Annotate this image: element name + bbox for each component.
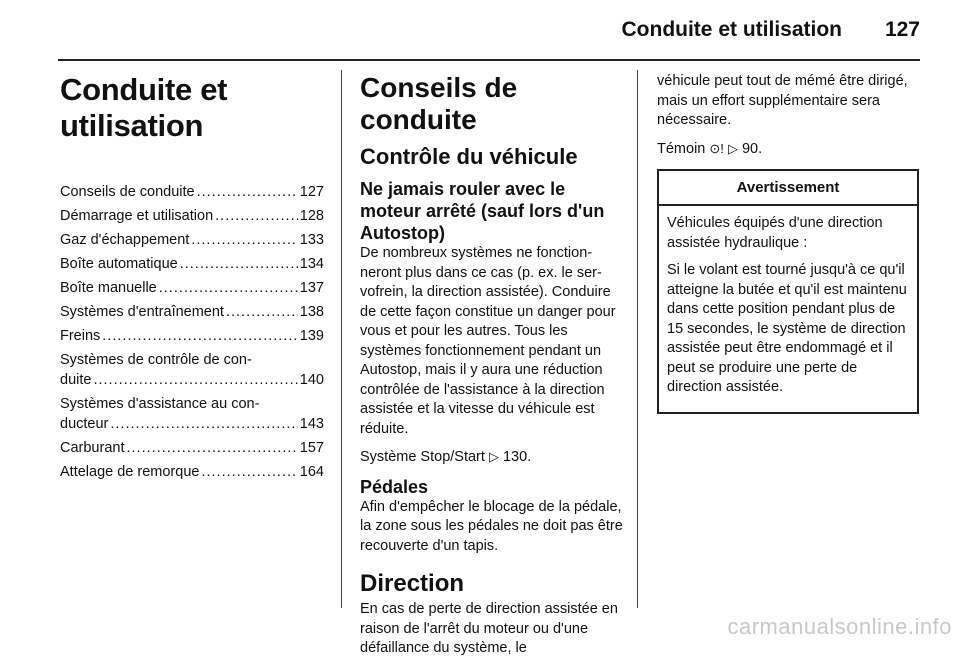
warning-title: Avertissement	[659, 171, 917, 206]
toc-entry[interactable]	[60, 462, 324, 482]
reference-page[interactable]: 90	[741, 140, 759, 157]
engine-off-heading: Ne jamais rouler avec le moteur arrêté (sauf lors d'un Autostop)	[360, 179, 605, 243]
pedals-body: Afin d'empêcher le blocage de la pédale, la zone sous les pédales ne doit pas être recouverte d'un tapis.	[360, 498, 623, 554]
toc-entry[interactable]	[60, 230, 324, 250]
toc-entry[interactable]	[60, 326, 324, 346]
watermark: carmanualsonline.info	[727, 614, 952, 639]
toc-leader	[93, 370, 297, 390]
warning-paragraph-2: Si le volant est tourné jusqu'à ce qu'il atteigne la butée et qu'il est maintenu dans cette position pendant plus de 15 secondes, le système de direction assistée peut être endommagé et il peut se produire une perte de direction assistée.	[667, 262, 907, 395]
chapter-title: Conduite et utilisation	[60, 72, 228, 143]
toc-entry-name: Carburant	[60, 440, 125, 456]
column-divider-2	[637, 70, 638, 608]
direction-body-part1: En cas de perte de direction assistée en raison de l'arrêt du moteur ou d'une défaillance du système, le	[360, 601, 618, 656]
toc-list	[60, 182, 324, 482]
toc-entry-name-cont: duite	[60, 372, 92, 388]
section-title: Conseils de conduite	[360, 72, 518, 135]
toc-entry[interactable]	[60, 438, 324, 458]
warning-light-reference: Témoin ⊙! ▷ 90.	[657, 140, 763, 157]
engine-off-body: De nombreux systèmes ne fonctionneront plus dans ce cas (p. ex. le servofrein, la direction assistée). Conduire de cette façon constitue un danger pour vous et pour les autres. Tous les systèmes fonctionnement pendant un Autostop, mais il y aura une réduction contrôlée de l'assistance à la direction assistée et la vitesse du véhicule est réduite.	[360, 245, 616, 437]
reference-page[interactable]: 130	[502, 449, 528, 465]
toc-entry-name: Conseils de conduite	[60, 184, 195, 200]
toc-leader	[226, 302, 298, 322]
toc-entry-name: Systèmes d'assistance au con-	[60, 396, 260, 412]
toc-entry-name: Freins	[60, 328, 101, 344]
toc-leader	[191, 230, 297, 250]
header-divider	[58, 59, 920, 61]
toc-page-number: 164	[299, 464, 324, 480]
toc-entry[interactable]	[60, 350, 324, 390]
toc-entry[interactable]	[60, 302, 324, 322]
toc-entry-name: Boîte manuelle	[60, 280, 157, 296]
steering-warning-icon: ⊙!	[709, 140, 724, 156]
toc-entry-name: Gaz d'échappement	[60, 232, 190, 248]
toc-page-number: 128	[299, 208, 324, 224]
reference-label: Témoin	[657, 140, 706, 157]
page-reference-arrow-icon: ▷	[488, 449, 499, 464]
toc-leader	[110, 414, 297, 434]
toc-entry[interactable]	[60, 394, 324, 434]
toc-entry-name: Attelage de remorque	[60, 464, 200, 480]
column-divider-1	[341, 70, 342, 608]
toc-entry-name: Systèmes d'entraînement	[60, 304, 224, 320]
toc-page-number: 157	[299, 440, 324, 456]
direction-heading: Direction	[360, 570, 465, 597]
running-header-title: Conduite et utilisation	[621, 18, 842, 41]
pedals-heading: Pédales	[360, 476, 429, 497]
toc-entry[interactable]	[60, 278, 324, 298]
toc-page-number: 140	[299, 372, 324, 388]
toc-entry[interactable]	[60, 206, 324, 226]
main-column	[360, 72, 624, 667]
toc-leader	[215, 206, 298, 226]
warning-paragraph-1: Véhicules équipés d'une direction assistée hydraulique :	[667, 215, 883, 251]
toc-leader	[102, 326, 298, 346]
page-number: 127	[884, 18, 920, 41]
toc-page-number: 143	[299, 416, 324, 432]
section-subtitle: Contrôle du véhicule	[360, 144, 578, 169]
toc-entry-name: Systèmes de contrôle de con-	[60, 352, 252, 368]
toc-entry-name-cont: ducteur	[60, 416, 109, 432]
toc-page-number: 134	[299, 256, 324, 272]
right-column	[657, 72, 919, 414]
stop-start-reference: Système Stop/Start ▷ 130.	[360, 449, 532, 465]
toc-page-number: 138	[299, 304, 324, 320]
toc-entry[interactable]	[60, 182, 324, 202]
toc-entry[interactable]	[60, 254, 324, 274]
chapter-contents	[60, 72, 324, 486]
toc-page-number: 139	[299, 328, 324, 344]
page-reference-arrow-icon: ▷	[727, 140, 738, 156]
toc-leader	[201, 462, 297, 482]
toc-leader	[126, 438, 297, 458]
toc-leader	[180, 254, 298, 274]
direction-body-part2: véhicule peut tout de mémé être dirigé, mais un effort supplémentaire sera nécessaire.	[657, 73, 908, 128]
toc-page-number: 133	[299, 232, 324, 248]
toc-page-number: 137	[299, 280, 324, 296]
warning-box	[657, 169, 919, 414]
toc-leader	[159, 278, 298, 298]
reference-label: Système Stop/Start	[360, 449, 485, 465]
toc-entry-name: Boîte automatique	[60, 256, 178, 272]
toc-page-number: 127	[299, 184, 324, 200]
toc-leader	[197, 182, 298, 202]
toc-entry-name: Démarrage et utilisation	[60, 208, 214, 224]
